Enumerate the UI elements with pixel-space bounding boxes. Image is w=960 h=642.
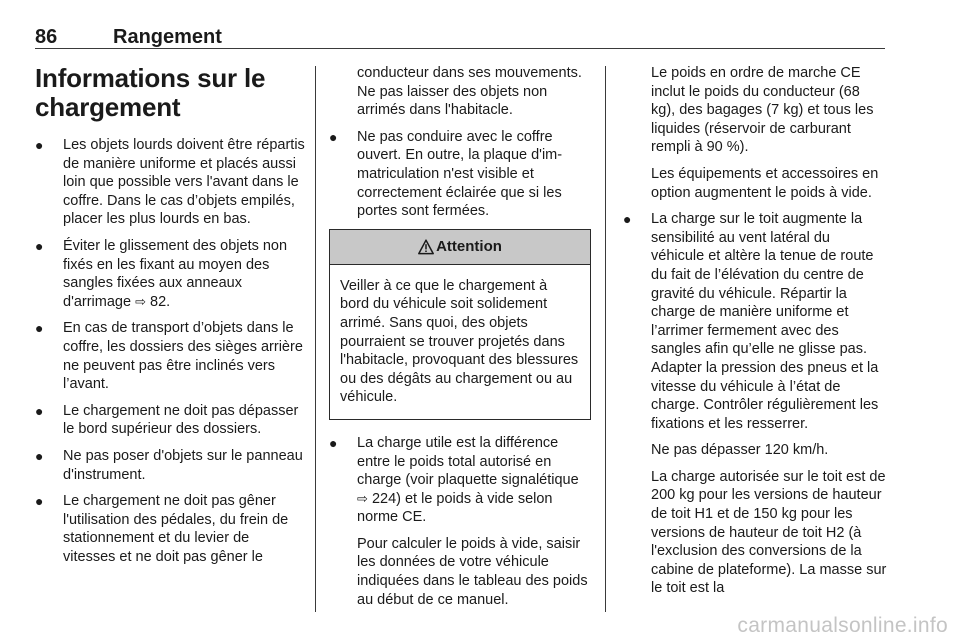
warning-triangle-icon — [418, 239, 434, 255]
list-item: ● La charge sur le toit augmente la sensibilité au vent latéral du véhicule et altère la tenue de route du fait de l’élévation du centre de gravité du véhicule. Répartir la charge de manière uniforme et l’arrimer fermement avec des sangles afin qu’elle ne glisse pas. Adapter la pression des pneus et la vitesse du véhicule à l’état de charge. Contrôler régulièrement les fixations et les resserrer. — [623, 211, 879, 432]
bullet-icon: ● — [623, 211, 632, 228]
bullet-icon: ● — [329, 434, 338, 451]
continued-text: conducteur dans ses mouvements. Ne pas laisser des objets non arrimés dans l'habitacle. — [357, 65, 582, 119]
list-item: ● Ne pas poser d'objets sur le panneau d'instrument. — [35, 447, 303, 483]
bullet-list — [329, 128, 591, 221]
column-divider — [315, 66, 316, 612]
bullet-list — [623, 210, 887, 433]
page-header — [35, 20, 885, 49]
bullet-list — [329, 434, 591, 527]
list-item: ● Ne pas conduire avec le coffre ouvert. En outre, la plaque d'immatriculation n'est visible et correctement éclairée que si les portes sont fermées. — [329, 128, 563, 220]
list-item: ● La charge utile est la différence entre le poids total autorisé en charge (voir plaquette signalétique ⇨ 224) et le poids à vide selon norme CE. — [329, 434, 579, 526]
bullet-list — [35, 136, 305, 566]
bullet-icon: ● — [35, 493, 44, 510]
list-item: ● Le chargement ne doit pas dépasser le bord supérieur des dossiers. — [35, 402, 299, 438]
page-ref[interactable]: 82. — [150, 293, 171, 310]
section-title: Informations sur le chargement — [35, 63, 266, 122]
column-2 — [329, 64, 591, 617]
paragraph: Ne pas dépasser 120 km/h. — [651, 442, 829, 459]
paragraph: Le poids en ordre de marche CE inclut le poids du conducteur (68 kg), des bagages (7 kg) et tous les liquides (réservoir de carburant rempli à 90 %). — [651, 65, 874, 156]
attention-header — [330, 230, 590, 265]
page-ref[interactable]: 224) et le poids à vide selon norme CE. — [357, 490, 553, 526]
page-ref-arrow-icon: ⇨ — [135, 293, 146, 309]
column-3 — [623, 64, 887, 606]
bullet-icon: ● — [35, 237, 44, 254]
page-number: 86 — [35, 26, 58, 48]
bullet-icon: ● — [35, 447, 44, 464]
bullet-icon: ● — [329, 128, 338, 145]
bullet-icon: ● — [35, 402, 44, 419]
attention-text: Veiller à ce que le chargement à bord du véhicule soit solidement arrimé. Sans quoi, des objets pourraient se trouver projetés dans l'habitacle, provoquant des blessures ou des dégâts au chargement ou au véhicule. — [340, 277, 579, 406]
bullet-icon: ● — [35, 320, 44, 337]
list-item: ● Le chargement ne doit pas gêner l'utilisation des pédales, du frein de stationnement et du levier de vitesses et ne doit pas gêner le — [35, 493, 289, 565]
list-item: ● Éviter le glissement des objets non fixés en les fixant au moyen des sangles fixées aux anneaux d'arrimage ⇨ 82. — [35, 237, 288, 310]
watermark: carmanualsonline.info — [737, 614, 948, 637]
bullet-icon: ● — [35, 137, 44, 153]
attention-box — [329, 229, 591, 420]
paragraph: Pour calculer le poids à vide, saisir les données de votre véhicule indiquées dans le tableau des poids au début de ce manuel. — [357, 535, 588, 608]
running-title: Rangement — [113, 26, 222, 48]
page-ref-arrow-icon: ⇨ — [357, 490, 368, 506]
column-1 — [35, 64, 305, 574]
paragraph: Les équipements et accessoires en option augmentent le poids à vide. — [651, 165, 879, 201]
list-item: ● En cas de transport d’objets dans le coffre, les dossiers des sièges arrière ne peuvent pas être inclinés vers l’avant. — [35, 320, 303, 393]
list-item: ● Les objets lourds doivent être répartis de manière uniforme et placés aussi loin que possible vers l'avant dans le coffre. Dans le cas d’objets empilés, placer les plus lourds en bas. — [35, 137, 305, 228]
column-divider — [605, 66, 606, 612]
attention-title: Attention — [436, 238, 502, 256]
paragraph: La charge autorisée sur le toit est de 200 kg pour les versions de hauteur de toit H1 et de 150 kg pour les versions de hauteur de toit H2 (à l'exclusion des conversions de la cabine de plateforme). La masse sur le toit est la — [651, 468, 887, 597]
